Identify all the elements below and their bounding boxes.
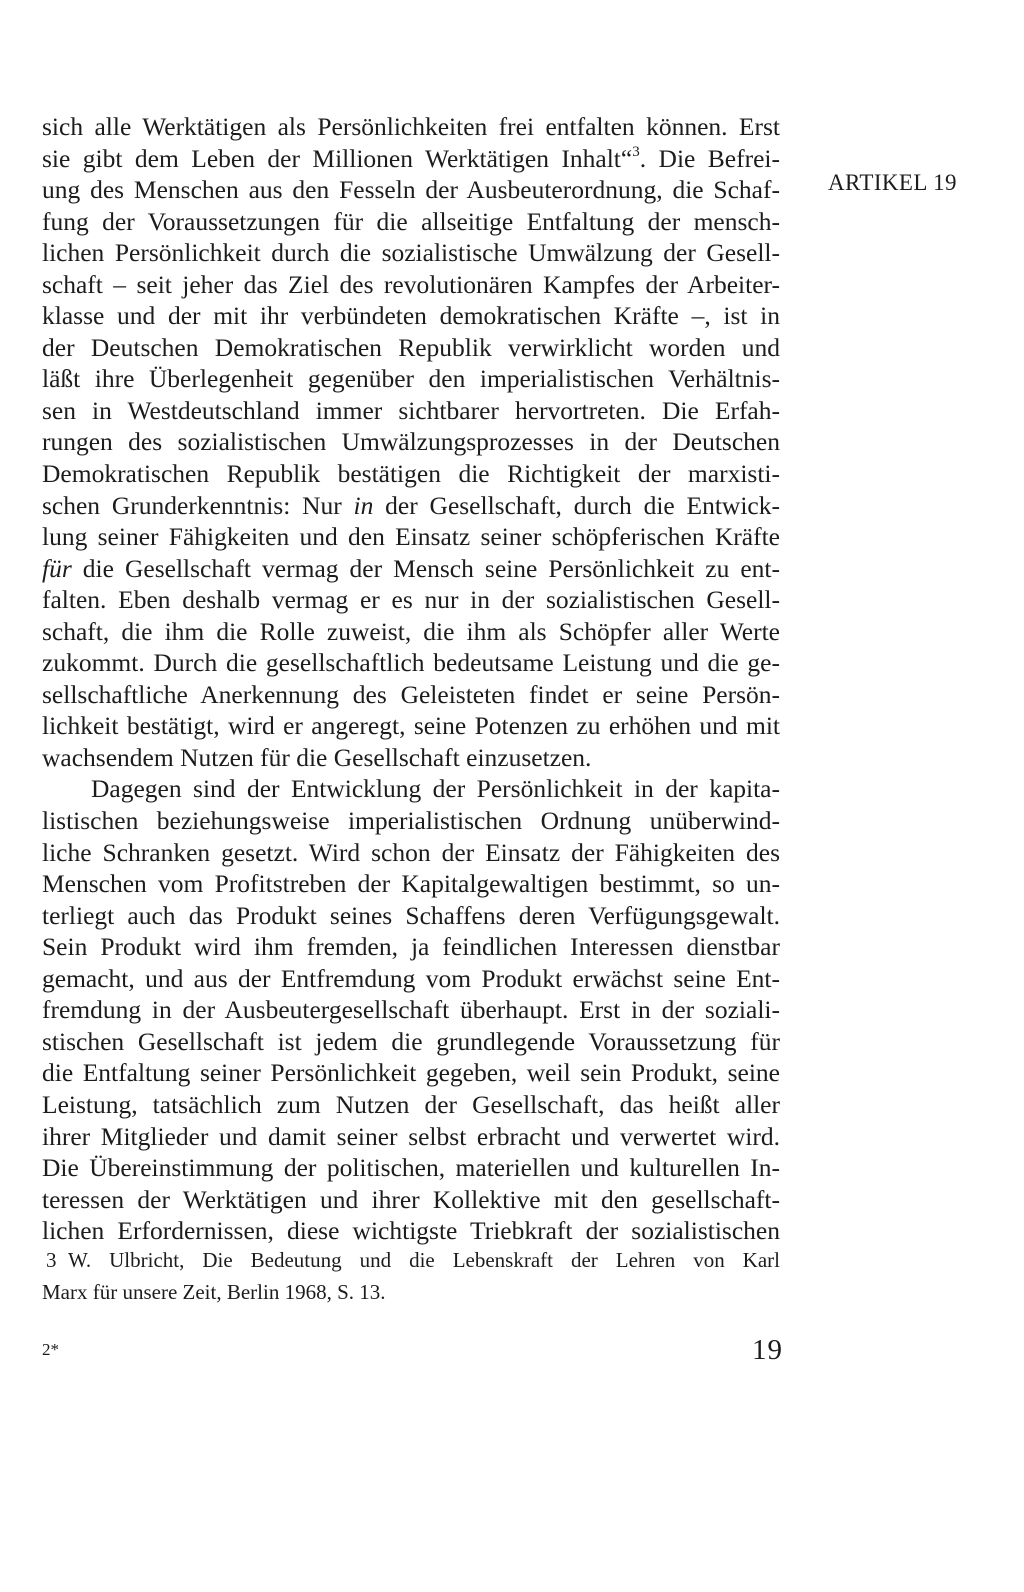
text-line — [42, 363, 780, 395]
text-line — [42, 742, 780, 774]
line-text: die Gesellschaft vermag der Mensch seine Persönlichkeit zu ent- — [71, 553, 780, 583]
line-text: fremdung in der Ausbeutergesellschaft überhaupt. Erst in der soziali- — [42, 995, 780, 1025]
line-text: . Die Befrei- — [639, 143, 780, 173]
text-line — [42, 111, 780, 143]
footnote-line: Marx für unsere Zeit, Berlin 1968, S. 13. — [42, 1280, 386, 1304]
line-text: Menschen vom Profitstreben der Kapitalgewaltigen bestimmt, so un- — [42, 869, 780, 899]
text-line — [42, 332, 780, 364]
text-line — [42, 900, 780, 932]
line-text: listischen beziehungsweise imperialistischen Ordnung unüberwind- — [42, 806, 780, 836]
footnote-marker: 3 — [46, 1248, 57, 1272]
text-line — [42, 269, 780, 301]
line-text: die Entfaltung seiner Persönlichkeit gegeben, weil sein Produkt, seine — [42, 1058, 780, 1088]
text-line — [42, 994, 780, 1026]
main-text — [42, 111, 780, 1247]
text-line — [42, 1089, 780, 1121]
line-text: Dagegen sind der Entwicklung der Persönlichkeit in der kapita- — [91, 774, 780, 804]
line-text: zukommt. Durch die gesellschaftlich bedeutsame Leistung und die ge- — [42, 648, 780, 678]
text-line — [42, 426, 780, 458]
line-text: gemacht, und aus der Entfremdung vom Produkt erwächst seine Ent- — [42, 963, 780, 993]
line-text: lichkeit bestätigt, wird er angeregt, seine Potenzen zu erhöhen und mit — [42, 711, 780, 741]
text-line — [42, 805, 780, 837]
line-text: ihrer Mitglieder und damit seiner selbst erbracht und verwertet wird. — [42, 1121, 780, 1151]
line-text: terliegt auch das Produkt seines Schaffens deren Verfügungsgewalt. — [42, 900, 780, 930]
text-line — [42, 143, 780, 175]
line-text: stischen Gesellschaft ist jedem die grundlegende Voraussetzung für — [42, 1026, 780, 1056]
line-text: lung seiner Fähigkeiten und den Einsatz seiner schöpferischen Kräfte — [42, 522, 780, 552]
text-line — [42, 1215, 780, 1247]
text-line — [42, 237, 780, 269]
footnote-reference: 3 — [632, 143, 640, 160]
line-text: sellschaftliche Anerkennung des Geleisteten findet er seine Persön- — [42, 679, 780, 709]
line-text: schen Grunderkenntnis: Nur — [42, 490, 354, 520]
text-line — [42, 679, 780, 711]
text-line — [42, 868, 780, 900]
text-line — [42, 521, 780, 553]
line-text: klasse und der mit ihr verbündeten demokratischen Kräfte –, ist in — [42, 301, 780, 331]
line-text: fung der Voraussetzungen für die allseitige Entfaltung der mensch- — [42, 206, 780, 236]
line-text: schaft – seit jeher das Ziel des revolutionären Kampfes der Arbeiter- — [42, 269, 780, 299]
line-text: sen in Westdeutschland immer sichtbarer hervortreten. Die Erfah- — [42, 395, 780, 425]
line-text: läßt ihre Überlegenheit gegenüber den imperialistischen Verhältnis- — [42, 364, 780, 394]
text-line — [42, 963, 780, 995]
text-line — [42, 490, 780, 522]
text-line — [42, 1152, 780, 1184]
text-line — [42, 647, 780, 679]
text-line — [42, 1121, 780, 1153]
footnote — [42, 1244, 780, 1308]
line-text: lichen Erfordernissen, diese wichtigste Triebkraft der sozialistischen — [42, 1216, 780, 1246]
emphasized-word: in — [353, 490, 374, 520]
emphasized-word: für — [42, 553, 72, 583]
text-line — [42, 616, 780, 648]
text-line — [42, 206, 780, 238]
text-line — [42, 584, 780, 616]
text-line — [42, 1026, 780, 1058]
line-text: der Gesellschaft, durch die Entwick- — [373, 490, 780, 520]
text-line — [42, 710, 780, 742]
text-line — [42, 395, 780, 427]
line-text: Sein Produkt wird ihm fremden, ja feindlichen Interessen dienstbar — [42, 932, 780, 962]
text-line — [42, 1057, 780, 1089]
line-text: ung des Menschen aus den Fesseln der Ausbeuterordnung, die Schaf- — [42, 175, 780, 205]
line-text: Die Übereinstimmung der politischen, materiellen und kulturellen In- — [42, 1153, 780, 1183]
line-text: falten. Eben deshalb vermag er es nur in der sozialistischen Gesell- — [42, 585, 780, 615]
footnote-text: W. Ulbricht, Die Bedeutung und die Lebenskraft der Lehren von Karl — [68, 1248, 780, 1272]
text-line — [42, 773, 780, 805]
text-line — [42, 300, 780, 332]
footnote-line — [42, 1244, 780, 1276]
line-text: der Deutschen Demokratischen Republik verwirklicht worden und — [42, 332, 780, 362]
line-text: lichen Persönlichkeit durch die sozialistische Umwälzung der Gesell- — [42, 238, 780, 268]
text-line — [42, 837, 780, 869]
line-text: Leistung, tatsächlich zum Nutzen der Gesellschaft, das heißt aller — [42, 1089, 780, 1119]
line-text: sich alle Werktätigen als Persönlichkeiten frei entfalten können. Erst — [42, 112, 780, 141]
text-line — [42, 553, 780, 585]
page-number: 19 — [752, 1334, 783, 1366]
line-text: liche Schranken gesetzt. Wird schon der Einsatz der Fähigkeiten des — [42, 837, 780, 867]
line-text: schaft, die ihm die Rolle zuweist, die ihm als Schöpfer aller Werte — [42, 616, 780, 646]
line-text: rungen des sozialistischen Umwälzungsprozesses in der Deutschen — [42, 427, 780, 457]
text-line — [42, 1184, 780, 1216]
text-line — [42, 931, 780, 963]
line-text: wachsendem Nutzen für die Gesellschaft einzusetzen. — [42, 742, 592, 772]
line-text: teressen der Werktätigen und ihrer Kollektive mit den gesellschaft- — [42, 1184, 780, 1214]
text-line — [42, 174, 780, 206]
line-text: sie gibt dem Leben der Millionen Werktätigen Inhalt“ — [42, 143, 633, 173]
margin-note-article: ARTIKEL 19 — [828, 170, 957, 195]
line-text: Demokratischen Republik bestätigen die Richtigkeit der marxisti- — [42, 459, 780, 489]
signature-mark: 2* — [42, 1340, 59, 1359]
text-line — [42, 458, 780, 490]
